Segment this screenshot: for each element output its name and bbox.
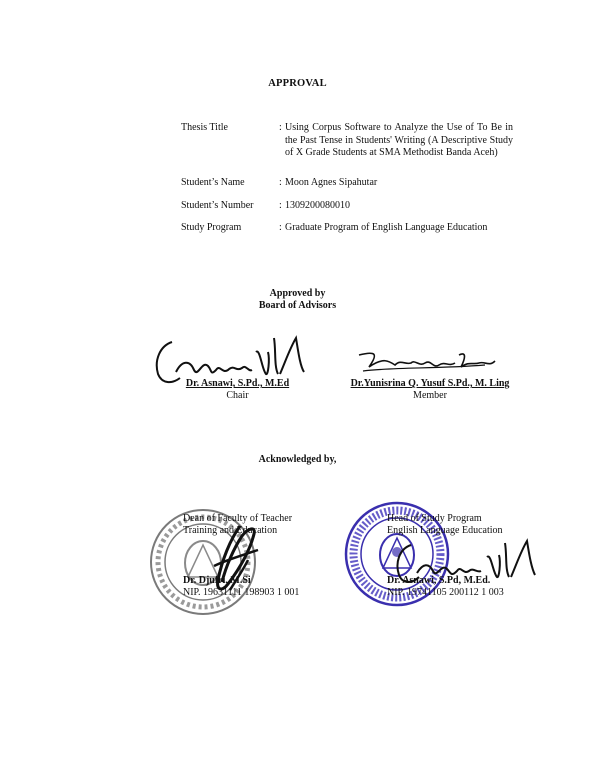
ack-head-name: Dr. Asnawi, S.Pd, M.Ed.	[387, 575, 491, 586]
ack-dean-nip: NIP. 19631111 198903 1 001	[183, 586, 300, 598]
info-colon: :	[279, 222, 282, 233]
advisor-member	[335, 378, 525, 401]
ack-head-title-2: English Language Education	[387, 524, 503, 536]
advisor-chair-name: Dr. Asnawi, S.Pd., M.Ed	[185, 378, 290, 389]
info-label: Study Program	[181, 222, 242, 233]
ack-dean-name: Dr. Djufri, M.Si	[183, 575, 251, 586]
ack-head-nip: NIP. 19741105 200112 1 003	[387, 586, 504, 598]
info-value: Moon Agnes Sipahutar	[285, 177, 378, 188]
ack-dean-title-1: Dean of Faculty of Teacher	[183, 513, 293, 524]
info-value: Graduate Program of English Language Education	[285, 222, 488, 233]
advisor-member-name: Dr.Yunisrina Q. Yusuf S.Pd., M. Ling	[350, 378, 510, 389]
advisor-chair	[160, 378, 315, 401]
info-colon: :	[279, 200, 282, 211]
info-label: Student’s Number	[181, 200, 254, 211]
ack-head	[387, 513, 557, 598]
info-value: 1309200080010	[285, 200, 350, 211]
page-title: APPROVAL	[268, 78, 327, 89]
info-colon: :	[279, 177, 282, 188]
ack-dean	[183, 513, 343, 598]
info-label: Student’s Name	[181, 177, 245, 188]
info-value: Using Corpus Software to Analyze the Use of To Be in the Past Tense in Students' Writing (A Descriptive Study of X Grade Students at SMA Methodist Banda Aceh)	[285, 122, 513, 158]
advisor-member-role: Member	[413, 389, 447, 401]
approved-by: Approved by	[269, 288, 326, 299]
board-of-advisors: Board of Advisors	[258, 300, 337, 311]
info-label: Thesis Title	[181, 122, 228, 133]
signature-member	[355, 345, 505, 381]
acknowledged-by: Acknowledged by,	[258, 454, 337, 465]
ack-dean-title-2: Training and Education	[183, 524, 278, 536]
advisor-chair-role: Chair	[226, 389, 249, 401]
ack-head-title-1: Head of Study Program	[387, 513, 482, 524]
info-colon: :	[279, 122, 282, 133]
